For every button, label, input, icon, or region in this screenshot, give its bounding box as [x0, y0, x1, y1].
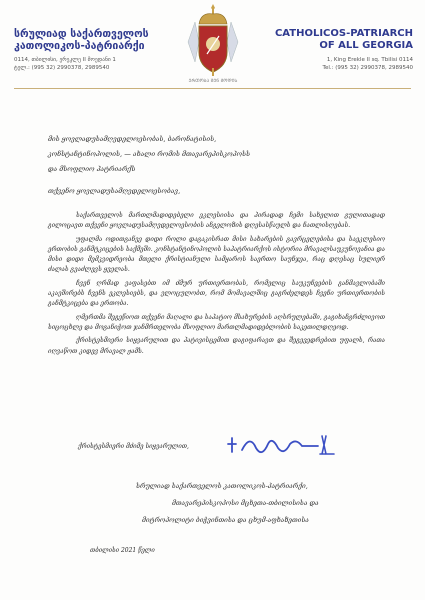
header-divider — [14, 88, 411, 89]
recipient-line: კონსტანტინოპოლის, — ახალი რომის მთავარეპისკოპოსს — [48, 150, 251, 158]
org-name-georgian: სრულიად საქართველოს კათოლიკოს-პატრიარქი — [14, 28, 149, 52]
signatory-block — [136, 478, 398, 529]
body-paragraph: ქრისტესმიერი სიყვარულით და პატივისცემით დაგიფარავთ და შეგევედრებით უფალს, რათა იღვაწოთ კიდევ მრავალ ჟამს. — [48, 337, 385, 355]
address-english — [268, 56, 413, 72]
signatory-line: სრულიად საქართველოს კათოლიკოს-პატრიარქი, — [136, 482, 308, 490]
letter-body — [48, 211, 385, 360]
body-paragraph: ჩვენ ღრმად ვაფასებთ იმ ძმურ ურთიერთობას, რომელიც საუკუნეების განმავლობაში აკავშირებს ჩვენს ეკლესიებს, და ვლოცულობთ, რომ მომავალშიც გაგრძელდეს ჩვენი ურთიერთობის განმტკიცება და ერთობა. — [48, 279, 385, 308]
handwritten-signature — [222, 430, 340, 462]
org-name-english: CATHOLICOS-PATRIARCH OF ALL GEORGIA — [274, 28, 413, 51]
signatory-line: მიტროპოლიტი ბიჭვინთისა და ცხუმ-აფხაზეთისა — [142, 516, 309, 524]
emblem-caption: ᲔᲠᲗᲝᲑᲐ ᲨᲔᲜ ᲛᲝᲓᲘᲡ — [188, 79, 238, 84]
recipient-block — [48, 132, 250, 177]
recipient-line: და მსოფლიო პატრიარქს — [48, 165, 136, 173]
body-paragraph: საქართველოს მართლმადიდებელი ეკლესიისა და პირადად ჩემი სახელით გულითადად გილოცავთ თქვენი ყოვლადუსამღვდელოესობის ანგელოზის დღესასწაულს და ნათლისღებას. — [48, 212, 385, 230]
closing: ქრისტესმიერი მძიმე სიყვარულით, — [78, 443, 189, 450]
salutation: თქვენო ყოვლადუსამღვდელოესობავ, — [48, 187, 181, 195]
patriarchate-emblem — [185, 2, 241, 80]
body-paragraph: ღმერთმა შეგეწიოთ თქვენი მაღალი და საპატიო მსახურების აღსრულებაში, გაგიხანგრძლივოთ სიცოცხლე და მოგანიჭოთ ჯანმრთელობა მსოფლიო მართლმადიდებლობის საკეთილდღეოდ. — [48, 313, 385, 331]
signatory-line: მთავარეპისკოპოსი მცხეთა-თბილისისა და — [172, 499, 319, 507]
address-georgian — [14, 56, 164, 72]
address-line: 1, King Erekle II sq. Tbilisi 0114 — [326, 57, 413, 63]
phone-line: Tel.: (995 32) 2990378, 2989540 — [322, 65, 413, 71]
phone-line: ტელ.: (995 32) 2990378, 2989540 — [14, 65, 110, 71]
letterhead-english — [268, 28, 413, 72]
recipient-line: მის ყოვლადუსამღვდელოესობას, ბარონატისის, — [48, 135, 217, 143]
letter-date: თბილისი 2021 წელი — [90, 547, 155, 554]
letterhead-georgian — [14, 28, 164, 72]
address-line: 0114, თბილისი, ერეკლე II მოედანი 1 — [14, 57, 116, 63]
body-paragraph: უფალმა ოდითგანვე დიდი როლი დაგაკისრათ მისი სახარების გავრცელებისა და საეკლესიო ერთობის განმტკიცების საქმეში. კონსტანტინოპოლის საპატრიარქოს ისტორია მრავალსაუკუნოვანია და მისი დიდი მემკვიდრეობა მთელი ქრისტიანული სამყაროს საერთო საუნჯეა, რაც დღესაც სულიერ ძალას გვაძლევს ყველას. — [48, 235, 385, 274]
